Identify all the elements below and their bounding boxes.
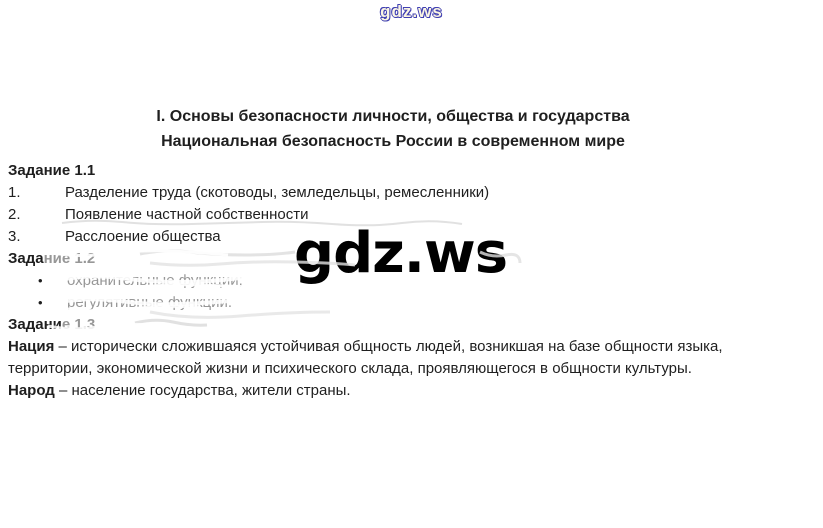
item-marker: 3. <box>8 228 21 245</box>
bullet-icon: • <box>38 295 43 310</box>
item-text: регулятивные функции. <box>67 294 233 311</box>
heading-line-2: Национальная безопасность России в современном мире <box>161 133 625 150</box>
heading-line-1: I. Основы безопасности личности, общества и государства <box>156 108 630 125</box>
section-title-faded: е 1.3 <box>61 316 96 333</box>
paragraph <box>8 380 750 402</box>
item-marker: 2. <box>8 206 21 223</box>
section-title-1-1: Задание 1.1 <box>8 162 96 179</box>
section-title-faded: ние 1.2 <box>43 250 96 267</box>
item-text: Появление частной собственности <box>65 206 309 223</box>
paragraph <box>8 336 750 380</box>
item-marker: 1. <box>8 184 21 201</box>
list-item <box>8 292 778 314</box>
watermark-text: gdz.ws <box>294 221 508 286</box>
item-text: Расслоение общества <box>65 228 221 245</box>
bullet-icon: • <box>38 273 43 288</box>
document-headings <box>8 104 778 154</box>
paragraph-lead: Нация <box>8 338 55 355</box>
site-logo: gdz.ws <box>380 2 443 21</box>
section-title-1-3 <box>8 314 778 336</box>
item-text: охранительные функции; <box>67 272 243 289</box>
item-text: Разделение труда (скотоводы, земледельцы, ремесленники) <box>65 184 490 201</box>
list-item <box>8 182 778 204</box>
paragraph-lead: Народ <box>8 382 55 399</box>
section-title-solid: Зада <box>8 250 44 267</box>
definitions <box>8 336 750 402</box>
paragraph-text: – население государства, жители страны. <box>54 382 351 399</box>
paragraph-text: – исторически сложившаяся устойчивая общность людей, возникшая на базе общности языка, территории, экономической жизни и психического склада, проявляющегося в общности культуры. <box>8 338 723 377</box>
section-title-solid: Задани <box>8 316 62 333</box>
